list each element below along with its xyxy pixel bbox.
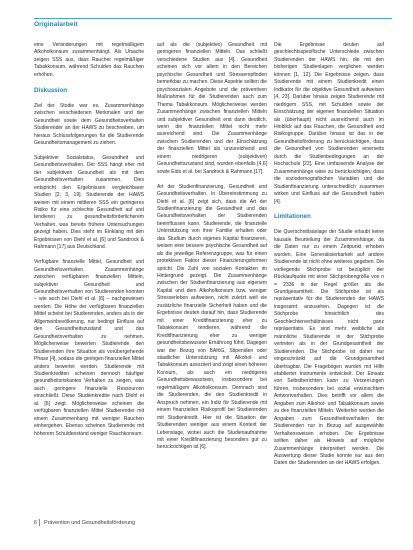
header-rule — [34, 18, 392, 19]
paragraph: Subjektiver Sozialstatus, Gesundheit und Gesundheitsverhalten. Der SSS hängt eher mit der subjektiven Gesundheit als mit dem Gesundheitsverhalten zusammen. Dies entspricht den Ergebnissen vergleichbarer Studien [2, 3, 19]. Studierende der HAWS weisen mit einem mittleren SSS ein geringeres Risiko für eine schlechte Gesundheit auf und tendieren zu gesundheitsförderlicherem Verhalten, was bereits frühere Untersuchungen gezeigt haben. Dies steht im Einklang mit den Ergebnissen von Diehl et al. [6] und Sandrock & Rahmann [17] aus Deutschland. — [34, 154, 144, 251]
text-column-1 — [34, 42, 144, 438]
text-column-2 — [157, 42, 267, 452]
section-heading-limitationen: Limitationen — [274, 213, 311, 221]
paragraph: Art der Studienfinanzierung, Gesundheit und Gesundheitsverhalten. In Übereinstimmung zu Diehl et al. [6] zeigt sich, dass die Art der Studienfinanzierung die Gesundheit und das Gesundheitsverhalten der Studierenden beeinflussen kann. Studierende, die finanzielle Unterstützung von ihrer Familie erhalten oder das Studium durch eigenes Kapital finanzieren, weisen eine bessere psychische Gesundheit auf als die jeweilige Referenzgruppe, was für einen protektiven Faktor dieser Finanzierungsformen spricht. Die Zahl von sozialen Kontakten im Hintergrund gezeigt. Die Zusammenhänge zwischen der Studienfinanzierung aus eigenem Kapital und dem Alkoholkonsum bzw. weniger Stresserleben aufweisen, nicht zuletzt weil sie zusätzliche finanzielle Sicherheit haben und die Ergebnisse deuten darauf hin, dass Studierende mit einer Kreditfinanzierung eher zu Tabakkonsum tendieren, während die Kreditfinanzierung eher zu weniger gesundheitsbewusster Ernährung führt. Dagegen war der Bezug von BAföG, Stipendien oder staatlicher Unterstützung mit Alkohol- und Tabakkonsum assoziiert und zeigt einen höheren Konsum, als auch ein niedrigeres Gesundheitsbewusstsein, insbesondere bei regelmäßigem Alkoholkonsum. Demnach sind die Studierenden, die den Studienkredit in Anspruch nehmen, ein Indiz für Studierende mit einem finanziellen Risikoprofil bei Studierenden mit Studienkredit. Hier ist die Situation der Studierenden weniger aus einem Kontext der Lebenslage, wobei auch die Studienaufnahme mit einer Kreditfinanzierung besonders gut zu berücksichtigen ist [6]. — [157, 183, 267, 451]
paragraph: auf als die (subjektive) Gesundheit mit geringeren finanziellen Mitteln. Das schließt verschiedene Studien aus [4]. Gesundheit scheinen sich vor allem in den Bereichen psychische Gesundheit und Stressempfinden bemerkbar zu machen. Diese Aspekte sollten die psychosozialen Angebote und die präventiven Maßnahmen für die Studierenden auch zum Thema Tabakkonsum. Möglicherweise werden Zusammenhänge zwischen finanziellen Mitteln und subjektiver Gesundheit erst dann deutlich, wenn die finanziellen Mittel nicht mehr ausreichend sind. Die Zusammenhänge zwischen Studierenden und der Einschätzung der finanziellen Mittel als unzureichend und einem niedrigeren (subjektiven) Gesundheitszustand sind, wurden ebenfalls [4,6] sowie Eids et al. bei Sandrock & Rahmann [17]. — [157, 42, 267, 175]
journal-name: Prävention und Gesundheitsförderung — [44, 519, 136, 526]
footer-divider — [39, 519, 40, 526]
paragraph: Verfügbare finanzielle Mittel, Gesundheit und Gesundheitsverhalten. Zusammenhänge zwischen verfügbaren finanziellen Mitteln, subjektiver Gesundheit und Gesundheitsverhalten von Studierenden konnten – wie auch bei Diehl et al. [6] – nachgewiesen werden. Die Höhe der verfügbaren finanziellen Mittel scheint bei Studierenden, anders als in der Allgemeinbevölkerung, nur bedingt Einfluss auf den Gesundheitszustand und das Gesundheitsverhalten zu nehmen. Möglicherweise bewerten Studierende den Studierenden ihre Situation als vorübergehende Phase [4], sodass die geringen finanziellen Mittel anders bewertet werden. Studierende mit Studienkrediten scheinen dennoch häufiger gesundheitsriskantes Verhalten zu zeigen, was auch geringere finanzielle Ressourcen einschließt. Diese Studienkredite nach Diehl et al. [6] zeigt. Möglicherweise scheinen die verfügbaren finanziellen Mittel Studierender mit einem Zusammenhang mit weniger Rauchen einhergehen. Ebenso scheinen Studierende mit höherem Schuldenstand weniger Rauchkonsum. — [34, 259, 144, 437]
page-footer — [34, 519, 135, 526]
section-heading-diskussion: Diskussion — [34, 86, 68, 94]
section-tag: Originalarbeit — [34, 21, 78, 28]
text-column-3 — [274, 42, 384, 468]
paragraph: eine Veränderungen mit regelmäßigem Alkoholkonsum zusammenhängt. Als Ursache zeigen SSS aus, dass Raucher regelmäßiger Tabakkonsum, während Schulden das Rauchen erhöhen. — [34, 42, 144, 78]
paragraph: Ziel der Studie war es, Zusammenhänge zwischen verschiedenen Merkmalen und der Gesundheit sowie dem Gesundheitsverhalten Studierender an der HAWS zu beschreiben, um hieraus Schlussfolgerungen für die Studierende Gesundheitsmanagement zu ziehen. — [34, 102, 144, 146]
paragraph: Die Ergebnisse deuten auf geschlechtsspezifische Unterschiede zwischen Studierenden der HAWS hin, die mit den bisherigen Studienlagen verglichen werden können [1, 12]. Die Ergebnisse zeigen, dass Studierende mit einem Studienkredit einen Indikator für die objektive Gesundheit aufweisen [4, 23]. Darüber hinaus zeigen Studierende mit niedrigem SSS, mit Schulden sowie der Einschätzung der eigenen finanziellen Situation als (überhaupt) nicht ausreichend auch im Hinblick auf das Rauchen, die Gesundheit und Risikogruppe. Darüber hinaus ist das in der Gesundheitsförderung zu berücksichtigen, dass die Gesundheit von Studierenden einerseits durch die Studienbedingungen an der Hochschule [22]. Eine umfassende Analyse der Zusammenhänge wäre zu berücksichtigen, dass die soziodemografischen Variablen und die Studienfinanzierung unterschiedlich zusammen wirken und Einfluss auf die Gesundheit haben [4]. — [274, 42, 384, 205]
page-number: 6 — [34, 519, 37, 526]
paragraph: Die Querschnittsanlage der Studie erlaubt keine kausale Beurteilung der Zusammenhänge, da die Daten nur zu einem Zeitpunkt erhoben wurden. Eine Generalisierbarkeit auf andere Studierende ist nicht ohne weiteres gegeben. Die vorliegende Stichprobe ist bezüglich der Rücklaufquote mit einer Stichprobengröße von n = 2336 in der Regel größer als die Grundgesamtheit. Die Stichprobe ist als repräsentativ für die Studierenden der HAWS insgesamt anzusehen. Dagegen ist die Stichprobe hinsichtlich des Geschlechterverhältnisses nicht ganz repräsentativ. Es sind mehr weibliche als männliche Studierende in der Stichprobe vertreten als in der Grundgesamtheit der Studierenden. Die Stichprobe ist daher nur eingeschränkt auf die Grundgesamtheit übertragbar. Die Fragebögen wurden mit Hilfe etablierter Instrumente entwickelt. Der Einsatz von Selbstberichten kann zu Verzerrungen führen, insbesondere bei sozial erwünschtem Antwortverhalten. Dies betrifft vor allem die Angaben zum Alkohol- und Tabakkonsum sowie zu den finanziellen Mitteln. Weiterhin wurden die Angaben zum Gesundheitsverhalten der Studierenden nur in Bezug auf ausgewählte Verhaltensweisen erhoben. Die Ergebnisse sollten daher als Hinweis auf mögliche Zusammenhänge interpretiert werden. Die Auswertung dieser Studie konnte nur aus den Daten der Studierenden an der HAWS erfolgen. — [274, 229, 384, 467]
